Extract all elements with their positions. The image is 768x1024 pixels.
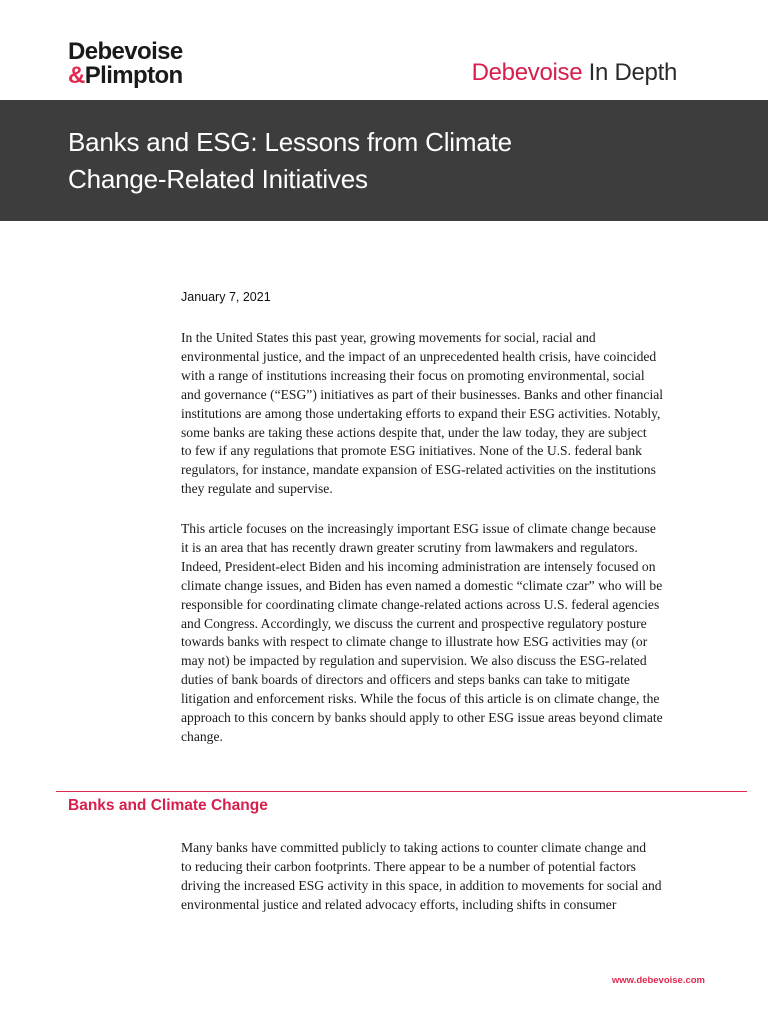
logo-line-2-text: Plimpton <box>84 62 183 89</box>
series-brand-firm: Debevoise <box>471 59 583 86</box>
paragraph-line: Many banks have committed publicly to taking actions to counter climate change and <box>181 840 647 855</box>
section-heading: Banks and Climate Change <box>68 797 268 814</box>
title-banner <box>0 100 768 221</box>
paragraph-line: and Congress. Accordingly, we discuss the current and prospective regulatory posture <box>181 615 647 631</box>
paragraph-line: This article focuses on the increasingly important ESG issue of climate change because <box>181 521 656 536</box>
paragraph-line: regulators, for instance, mandate expansion of ESG-related activities on the institutions <box>181 462 656 478</box>
logo-ampersand: & <box>68 62 85 89</box>
paragraph-line: may not) be impacted by regulation and supervision. We also discuss the ESG-related <box>181 653 647 669</box>
paragraph-line: duties of bank boards of directors and officers and steps banks can take to mitigate <box>181 672 630 688</box>
series-brand-name: In Depth <box>582 59 677 86</box>
footer-website-link[interactable]: www.debevoise.com <box>611 975 705 986</box>
paragraph-line: In the United States this past year, growing movements for social, racial and <box>181 330 596 345</box>
paragraph-line: towards banks with respect to climate change to illustrate how ESG activities may (or <box>181 634 648 650</box>
paragraph-line: environmental justice and related advocacy efforts, including shifts in consumer <box>181 896 617 912</box>
paragraph-line: change. <box>181 728 223 744</box>
paragraph-line: approach to this concern by banks should apply to other ESG issue areas beyond climate <box>181 710 663 726</box>
paragraph-line: Indeed, President-elect Biden and his incoming administration are intensely focused on <box>181 558 656 574</box>
paragraph-line: with a range of institutions increasing their focus on promoting environmental, social <box>181 367 645 383</box>
paragraph-line: to few if any regulations that promote ESG initiatives. None of the U.S. federal bank <box>181 443 642 459</box>
logo-line-2 <box>68 64 183 88</box>
paragraph-line: they regulate and supervise. <box>181 481 333 497</box>
paragraph-line: and governance (“ESG”) initiatives as part of their businesses. Banks and other financial <box>181 386 664 402</box>
document-title-line-2: Change-Related Initiatives <box>68 164 368 194</box>
paragraph-line: to reducing their carbon footprints. There appear to be a number of potential factors <box>181 858 636 874</box>
section-divider <box>56 791 747 792</box>
section-paragraph <box>181 839 706 915</box>
paragraph-line: institutions are among those undertaking efforts to expand their ESG activities. Notably, <box>181 405 661 421</box>
intro-paragraph-1 <box>181 329 706 499</box>
paragraph-line: some banks are taking these actions despite that, under the law today, they are subject <box>181 424 647 440</box>
paragraph-line: driving the increased ESG activity in this space, in addition to movements for social and <box>181 877 662 893</box>
paragraph-line: it is an area that has recently drawn greater scrutiny from lawmakers and regulators. <box>181 539 638 555</box>
publication-date: January 7, 2021 <box>181 290 271 304</box>
document-title <box>68 124 728 198</box>
paragraph-line: environmental justice, and the impact of an unprecedented health crisis, have coincided <box>181 348 657 364</box>
paragraph-line: climate change issues, and Biden has even named a domestic “climate czar” who will be <box>181 577 663 593</box>
firm-logo <box>68 40 183 88</box>
paragraph-line: responsible for coordinating climate change-related actions across U.S. federal agencies <box>181 596 660 612</box>
paragraph-line: litigation and enforcement risks. While the focus of this article is on climate change, the <box>181 691 660 707</box>
logo-line-1: Debevoise <box>68 38 183 65</box>
series-brand <box>472 58 677 88</box>
intro-paragraph-2 <box>181 520 706 747</box>
document-title-line-1: Banks and ESG: Lessons from Climate <box>68 127 512 157</box>
